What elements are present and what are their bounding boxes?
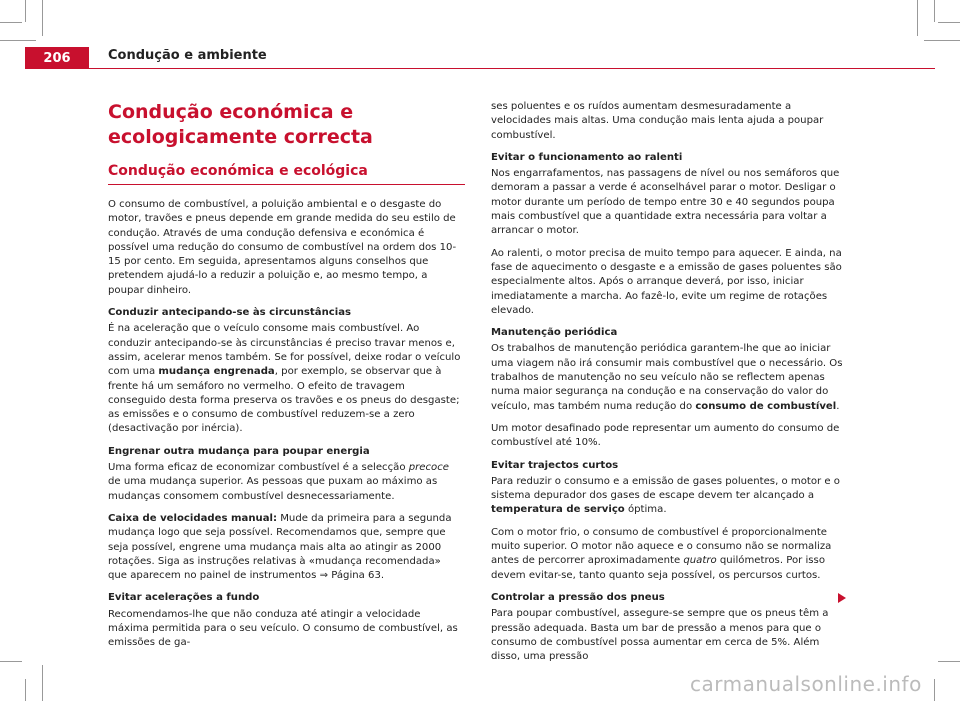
paragraph-manual-gearbox [108,512,463,583]
paragraph-short-trips-2 [491,526,846,583]
text-run: Os trabalhos de manutenção periódica garantem-lhe que ao iniciar uma viagem não irá consumir mais combustível que o necessário. Os trabalhos de manutenção no seu veículo não se reflectem apenas numa maior segurança na condução e na conservação do valor do veículo, mas também numa redução do [491,343,843,412]
crop-mark [0,22,22,23]
text-run: Para reduzir o consumo e a emissão de gases poluentes, o motor e o sistema depurador dos gases de escape devem ter alcançado a [491,475,840,502]
crop-mark [934,0,935,22]
text-run: . [836,400,840,412]
section-subtitle: Condução económica e ecológica [108,162,465,185]
page-number: 206 [25,47,89,69]
crop-mark [0,661,22,662]
left-column [108,100,463,659]
paragraph-anticipate [108,322,463,436]
paragraph-idle-1: Nos engarrafamentos, nas passagens de nível ou nos semáforos que demoram a passar a verde é aconselhável parar o motor. Desligar o motor durante um período de tempo entre 30 e 40 segundos poupa mais combustível que a quantidade extra necessária para voltar a arrancar o motor. [491,168,840,237]
paragraph-short-trips-1 [491,475,846,518]
crop-mark [25,0,26,22]
intro-paragraph: O consumo de combustível, a poluição ambiental e o desgaste do motor, travões e pneus depende em grande medida do seu estilo de condução. Através de uma condução defensiva e económica é possível uma redução do consumo de combustível na ordem dos 10-15 por cento. Em seguida, apresentamos alguns conselhos que pretendem ajudá-lo a reduzir a poluição e, ao mesmo tempo, a poupar dinheiro. [108,199,457,296]
crop-mark [938,661,960,662]
bold-label: Caixa de velocidades manual: [108,512,278,524]
page-title: Condução económica e ecologicamente correcta [108,101,373,148]
text-run: É na aceleração que o veículo consome mais combustível. Ao conduzir antecipando-se às circunstâncias é preciso travar menos e, assim, acelerar menos também. Se for possível, deixe rodar o veículo com uma [108,323,461,378]
watermark: carmanualsonline.info [690,672,922,696]
italic-term: precoce [408,462,449,474]
paragraph-acceleration: Recomendamos-lhe que não conduza até atingir a velocidade máxima permitida para o seu veículo. O consumo de combustível, as emissões de ga- [108,608,458,649]
text-run: óptima. [624,504,667,516]
text-run: quilómetros. Por isso devem evitar-se, tanto quanto seja possível, os percursos curtos. [491,555,825,581]
italic-term: quatro [683,555,717,567]
text-run: Com o motor frio, o consumo de combustível é proporcionalmente muito superior. O motor não aquece e o consumo não se normaliza antes de percorrer aproximadamente [491,526,832,567]
heading-gear-change: Engrenar outra mudança para poupar energia [108,445,370,457]
crop-mark [42,0,43,36]
text-run: , por exemplo, se observar que à frente há um semáforo no vermelho. O efeito de travagem conseguido desta forma preserva os travões e os pneus do desgaste; as emissões e o consumo de combustível reduzem-se a zero (desactivação por inércia). [108,366,460,435]
bold-term: mudança engrenada [158,366,275,378]
continued-paragraph: ses poluentes e os ruídos aumentam desmesuradamente a velocidades mais altas. Uma condução mais lenta ajuda a poupar combustível. [491,101,824,141]
bold-term: consumo de combustível [695,400,837,412]
text-run: de uma mudança superior. As pessoas que puxam ao máximo as mudanças consomem combustível desnecessariamente. [108,476,438,502]
header-rule [89,68,935,69]
paragraph-maintenance-2: Um motor desafinado pode representar um aumento do consumo de combustível até 10%. [491,422,840,449]
heading-idle: Evitar o funcionamento ao ralenti [491,151,683,163]
subtitle-block [108,162,465,185]
running-header: Condução e ambiente [108,48,267,63]
text-run: Mude da primeira para a segunda mudança logo que seja possível. Recomendamos que, sempre que seja possível, engrene uma mudança mais alta ao atingir as 2000 rotações. Siga as instruções relativas à «mudança recomendada» que aparecem no painel de instrumentos ⇒ Página 63. [108,512,452,582]
crop-mark [42,665,43,701]
heading-maintenance: Manutenção periódica [491,327,618,339]
paragraph-maintenance-1 [491,342,846,413]
right-column [491,100,846,672]
crop-mark [25,679,26,701]
crop-mark [917,0,918,36]
paragraph-gear-change [108,461,463,504]
bold-term: temperatura de serviço [491,504,625,516]
crop-mark [934,679,935,701]
paragraph-idle-2: Ao ralenti, o motor precisa de muito tempo para aquecer. E ainda, na fase de aquecimento o desgaste e a emissão de gases poluentes são especialmente altos. Após o arranque deverá, por isso, iniciar imediatamente a marcha. Ao fazê-lo, evite um regime de rotações elevado. [491,247,842,316]
crop-mark [938,22,960,23]
paragraph-tyre-pressure: Para poupar combustível, assegure-se sempre que os pneus têm a pressão adequada. Basta um bar de pressão a menos para que o consumo de combustível possa aumentar em cerca de 5%. Além disso, uma pressão [491,608,829,663]
text-run: Uma forma eficaz de economizar combustível é a selecção [108,462,409,474]
heading-acceleration: Evitar acelerações a fundo [108,592,260,604]
crop-mark [924,40,960,41]
heading-anticipate: Conduzir antecipando-se às circunstâncias [108,307,352,319]
heading-short-trips: Evitar trajectos curtos [491,459,619,471]
crop-mark [0,40,36,41]
continue-arrow-icon [838,593,846,603]
heading-tyre-pressure: Controlar a pressão dos pneus [491,591,665,603]
